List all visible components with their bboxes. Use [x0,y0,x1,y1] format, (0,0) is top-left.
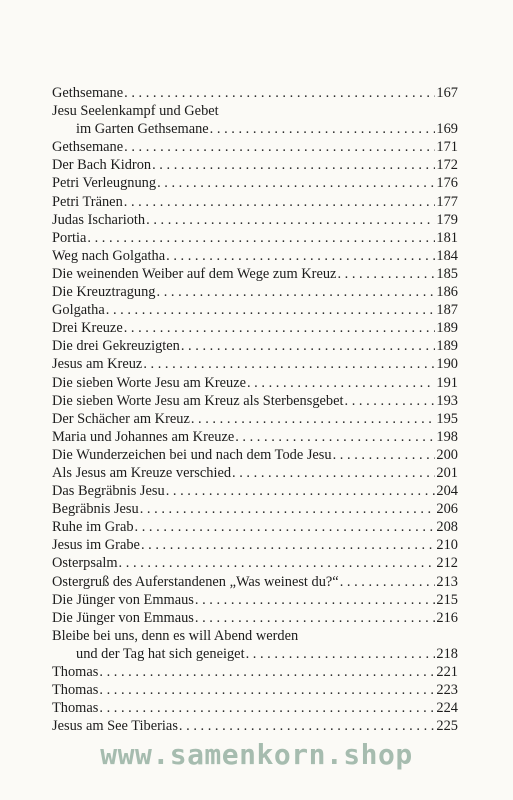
toc-entry-title: Die Wunderzeichen bei und nach dem Tode Jesu [52,446,332,463]
leader-dots [106,301,436,319]
toc-entry [52,174,458,192]
toc-entry-title: im Garten Gethsemane [76,121,209,138]
toc-entry-title: und der Tag hat sich geneiget [76,645,245,662]
toc-entry-title: Osterpsalm [52,555,118,572]
leader-dots [157,174,435,192]
toc-entry-page: 221 [436,664,458,680]
toc-entry-title: Die sieben Worte Jesu am Kreuz als Sterbensgebet [52,392,344,409]
toc-entry [52,446,458,464]
toc-entry-page: 224 [436,700,458,717]
toc-entry [52,102,458,138]
leader-dots [119,554,436,572]
leader-dots [143,355,435,373]
toc-entry-title: Thomas [52,700,99,717]
leader-dots [210,120,436,138]
leader-dots [337,265,435,283]
toc-entry [52,500,458,518]
leader-dots [124,138,435,156]
toc-entry-title-line1: Jesu Seelenkampf und Gebet [52,103,219,120]
toc-entry-page: 216 [436,609,458,626]
leader-dots [232,464,435,482]
toc-entry-title-line1: Bleibe bei uns, denn es will Abend werden [52,627,299,644]
leader-dots [340,573,436,591]
toc-entry-title: Petri Verleugnung [52,175,157,192]
toc-entry-title: Begräbnis Jesu [52,501,139,518]
toc-entry-page: 167 [436,85,458,101]
toc-entry-title: Golgatha [52,302,105,319]
toc-entry-page: 198 [436,428,458,445]
toc-entry [52,211,458,229]
leader-dots [195,591,436,609]
toc-entry-title: Portia [52,229,87,246]
toc-entry-page: 190 [436,356,458,373]
leader-dots [181,337,436,355]
toc-entry [52,301,458,319]
toc-entry-page: 201 [436,464,458,481]
toc-entry-title: Ruhe im Grab [52,519,134,536]
leader-dots [124,193,436,211]
toc-entry-page: 204 [436,483,458,500]
toc-entry-page: 181 [436,229,458,246]
leader-dots [99,663,435,681]
toc-entry-title: Gethsemane [52,139,124,156]
toc-entry [52,591,458,609]
toc-entry [52,464,458,482]
toc-entry-page: 172 [436,157,458,174]
toc-entry-page: 195 [436,410,458,427]
leader-dots [247,374,435,392]
toc-entry-page: 186 [436,284,458,301]
toc-entry-page: 225 [436,718,458,735]
toc-entry-title: Drei Kreuze [52,320,123,337]
toc-entry-title: Thomas [52,664,99,680]
toc-entry [52,247,458,265]
toc-entry-page: 171 [436,139,458,156]
toc-entry-title: Maria und Johannes am Kreuze [52,428,235,445]
toc-entry-title: Das Begräbnis Jesu [52,483,165,500]
toc-entry-title: Die Jünger von Emmaus [52,591,194,608]
toc-entry [52,428,458,446]
leader-dots [246,645,436,663]
toc-entry [52,410,458,428]
toc-entry [52,482,458,500]
toc-entry-page: 176 [436,175,458,192]
toc-entry-title: Jesus am See Tiberias [52,718,178,735]
toc-entry [52,699,458,717]
toc-entry [52,554,458,572]
toc-entry-title: Die Kreuztragung [52,284,156,301]
leader-dots [99,699,435,717]
toc-entry [52,681,458,699]
leader-dots [141,536,435,554]
leader-dots [166,482,436,500]
leader-dots [195,609,436,627]
toc-entry-page: 223 [436,682,458,699]
toc-entry-title: Die weinenden Weiber auf dem Wege zum Kreuz [52,265,337,282]
toc-entry [52,663,458,681]
leader-dots [124,84,435,102]
leader-dots [152,156,435,174]
toc-entry [52,84,458,102]
toc-entry-page: 215 [436,591,458,608]
toc-entry-page: 189 [436,338,458,355]
leader-dots [146,211,435,229]
leader-dots [345,392,436,410]
toc-entry-page: 179 [436,211,458,228]
toc-entry [52,265,458,283]
toc-entry-title: Der Bach Kidron [52,157,152,174]
toc-entry-title: Ostergruß des Auferstandenen „Was weinest du?“ [52,573,339,590]
toc-entry-title: Die Jünger von Emmaus [52,609,194,626]
toc-entry-page: 193 [436,392,458,409]
toc-entry-page: 210 [436,537,458,554]
toc-entry-page: 169 [436,121,458,138]
toc-entry-page: 177 [436,193,458,210]
leader-dots [124,319,436,337]
toc-entry [52,374,458,392]
toc-entry [52,283,458,301]
toc-entry [52,193,458,211]
toc-entry-page: 212 [436,555,458,572]
toc-entry-page: 184 [436,247,458,264]
leader-dots [333,446,436,464]
toc-entry-page: 200 [436,446,458,463]
leader-dots [235,428,435,446]
toc-entry [52,337,458,355]
toc-entry-page: 218 [436,645,458,662]
toc-entry-title: Als Jesus am Kreuze verschied [52,464,232,481]
toc-entry-title: Die drei Gekreuzigten [52,338,180,355]
toc-entry-title: Gethsemane [52,85,124,101]
toc-entry-page: 191 [436,374,458,391]
toc-entry-title: Thomas [52,682,99,699]
toc-entry-page: 187 [436,302,458,319]
leader-dots [191,410,436,428]
toc-entry [52,138,458,156]
table-of-contents [52,84,458,735]
leader-dots [99,681,435,699]
toc-entry-title: Die sieben Worte Jesu am Kreuze [52,374,246,391]
toc-entry [52,156,458,174]
toc-entry-title: Petri Tränen [52,193,123,210]
toc-entry-title: Jesus im Grabe [52,537,140,554]
leader-dots [179,717,435,735]
toc-entry-page: 185 [436,265,458,282]
leader-dots [87,229,435,247]
toc-entry [52,229,458,247]
leader-dots [157,283,436,301]
toc-entry-title: Jesus am Kreuz [52,356,143,373]
leader-dots [135,518,436,536]
leader-dots [140,500,436,518]
toc-entry-page: 206 [436,501,458,518]
toc-entry [52,518,458,536]
leader-dots [166,247,435,265]
toc-entry-title: Judas Ischarioth [52,211,146,228]
toc-entry [52,717,458,735]
toc-entry [52,355,458,373]
toc-entry [52,319,458,337]
toc-entry-page: 208 [436,519,458,536]
toc-entry [52,536,458,554]
toc-entry [52,609,458,627]
toc-entry-page: 213 [436,573,458,590]
toc-entry [52,573,458,591]
toc-entry [52,392,458,410]
toc-entry-title: Weg nach Golgatha [52,247,166,264]
toc-entry-title: Der Schächer am Kreuz [52,410,190,427]
toc-entry [52,627,458,663]
watermark: www.samenkorn.shop [100,738,413,771]
toc-entry-page: 189 [436,320,458,337]
